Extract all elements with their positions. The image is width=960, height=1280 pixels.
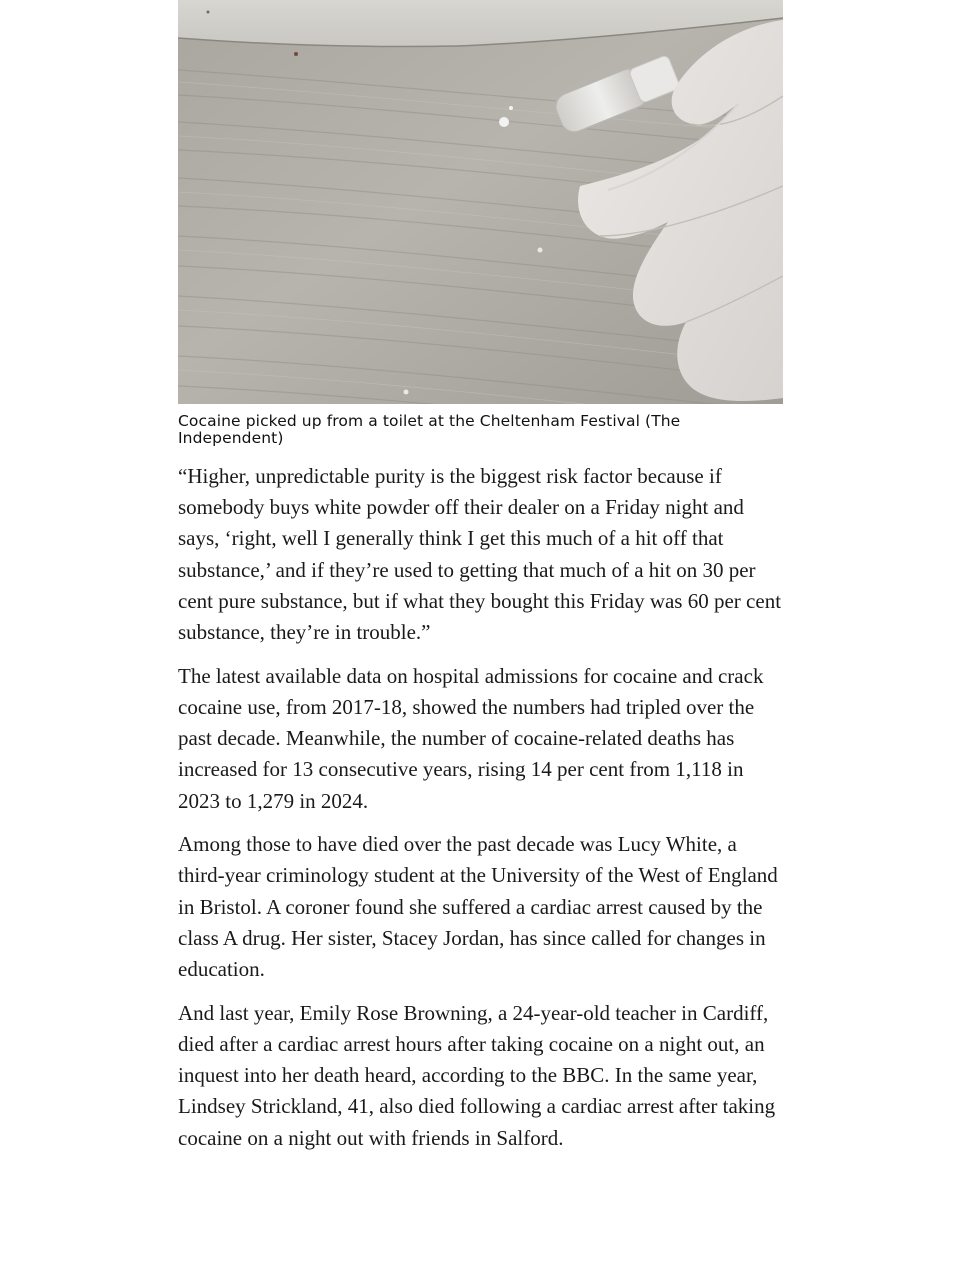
article-figure [178,0,783,447]
article-body [178,461,783,1154]
figure-caption: Cocaine picked up from a toilet at the Cheltenham Festival (The Independent) [178,412,681,447]
article [178,0,783,1166]
paragraph-quote: “Higher, unpredictable purity is the biggest risk factor because if somebody buys white powder off their dealer on a Friday night and says, ‘right, well I generally think I get this much of a hit off that substance,’ and if they’re used to getting that much of a hit on 30 per cent pure substance, but if what they bought this Friday was 60 per cent substance, they’re in trouble.” [178,464,782,645]
paragraph-emily-rose-browning: And last year, Emily Rose Browning, a 24-year-old teacher in Cardiff, died after a cardiac arrest hours after taking cocaine on a night out, an inquest into her death heard, according to the BBC. In the same year, Lindsey Strickland, 41, also died following a cardiac arrest after taking cocaine on a night out with friends in Salford. [178,1000,776,1150]
paragraph-hospital-data: The latest available data on hospital admissions for cocaine and crack cocaine use, from 2017-18, showed the numbers had tripled over the past decade. Meanwhile, the number of cocaine-related deaths has increased for 13 consecutive years, rising 14 per cent from 1,118 in 2023 to 1,279 in 2024. [178,663,764,813]
article-photo[interactable] [178,0,783,404]
paragraph-lucy-white: Among those to have died over the past decade was Lucy White, a third-year criminology student at the University of the West of England in Bristol. A coroner found she suffered a cardiac arrest caused by the class A drug. Her sister, Stacey Jordan, has since called for changes in education. [178,832,778,982]
photo-gloved-hand-icon [178,0,783,404]
